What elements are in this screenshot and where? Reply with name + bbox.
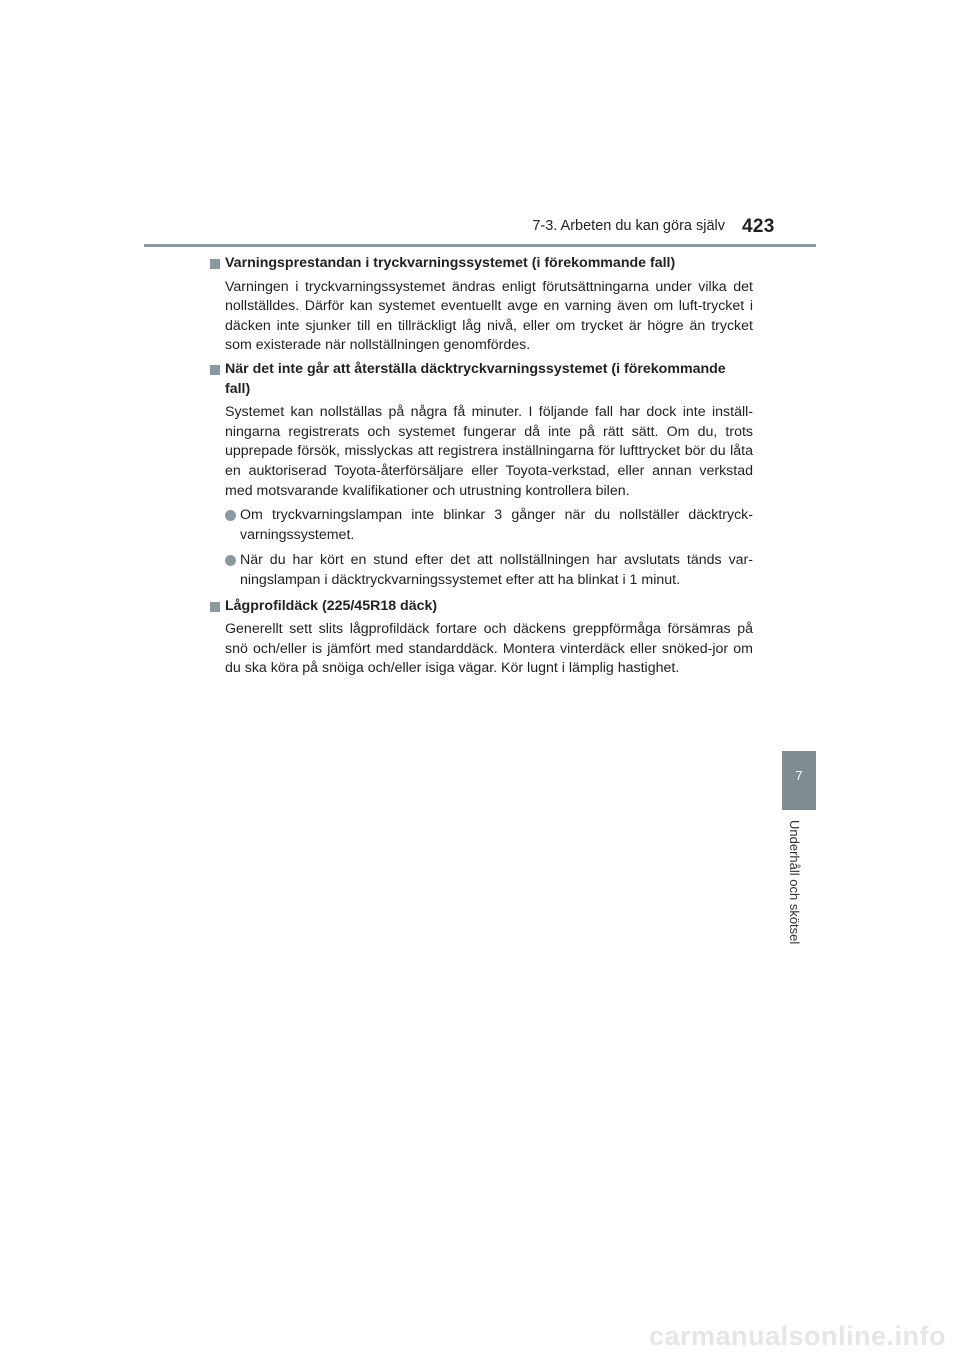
item-body: Systemet kan nollställas på några få minuter. I följande fall har dock inte inställ-ningarna registrerats och systemet fungerar då inte på rätt sätt. Om du, trots upprepade försök, misslyckas att registrera inställningarna för lufttrycket bör du låta en auktoriserad Toyota-återförsäljare eller Toyota-verkstad, eller annan verkstad med motsvarande kvalifikationer och utrustning kontrollera bilen. — [225, 404, 753, 499]
list-item — [225, 551, 753, 590]
list-item-text: Om tryckvarningslampan inte blinkar 3 gånger när du nollställer däcktryck-varningssystemet. — [240, 507, 753, 543]
header-divider — [144, 244, 816, 247]
square-bullet-icon — [210, 259, 220, 269]
chapter-tab — [782, 751, 816, 810]
watermark — [440, 1318, 960, 1358]
page-content — [209, 254, 753, 683]
chapter-side-label: Underhåll och skötsel — [787, 820, 802, 945]
item-body: Generellt sett slits lågprofildäck fortare och däckens greppförmåga försämras på snö och/eller is jämfört med standarddäck. Montera vinterdäck eller snöked-jor om du ska köra på snöiga och/eller isiga vägar. Kör lugnt i lämplig hastighet. — [225, 621, 753, 677]
list-item — [225, 506, 753, 545]
item-heading: När det inte går att återställa däcktryckvarningssystemet (i förekommande fall) — [225, 360, 726, 397]
section-item-low-profile-tires — [209, 597, 753, 679]
chapter-number: 7 — [795, 768, 803, 783]
section-title: 7-3. Arbeten du kan göra själv — [532, 218, 725, 234]
round-bullet-icon — [225, 555, 236, 566]
square-bullet-icon — [210, 602, 220, 612]
section-item-warning-performance — [209, 254, 753, 356]
watermark-text: carmanualsonline.info — [648, 1321, 946, 1351]
item-body: Varningen i tryckvarningssystemet ändras enligt förutsättningarna under vilka det nollställdes. Därför kan systemet eventuellt avge en varning även om luft-trycket i däcken inte sjunker till en tillräckligt låg nivå, eller om trycket är högre än trycket som existerade när nollställningen genomfördes. — [225, 278, 753, 354]
round-bullet-icon — [225, 510, 236, 521]
page-number: 423 — [742, 216, 775, 237]
square-bullet-icon — [210, 365, 220, 375]
item-heading: Varningsprestandan i tryckvarningssystemet (i förekommande fall) — [225, 255, 676, 271]
item-heading: Lågprofildäck (225/45R18 däck) — [225, 597, 438, 614]
list-item-text: När du har kört en stund efter det att nollställningen har avslutats tänds var-ningslampan i däcktryckvarningssystemet efter att ha blinkat i 1 minut. — [240, 552, 753, 588]
section-item-reset-failure — [209, 360, 753, 591]
